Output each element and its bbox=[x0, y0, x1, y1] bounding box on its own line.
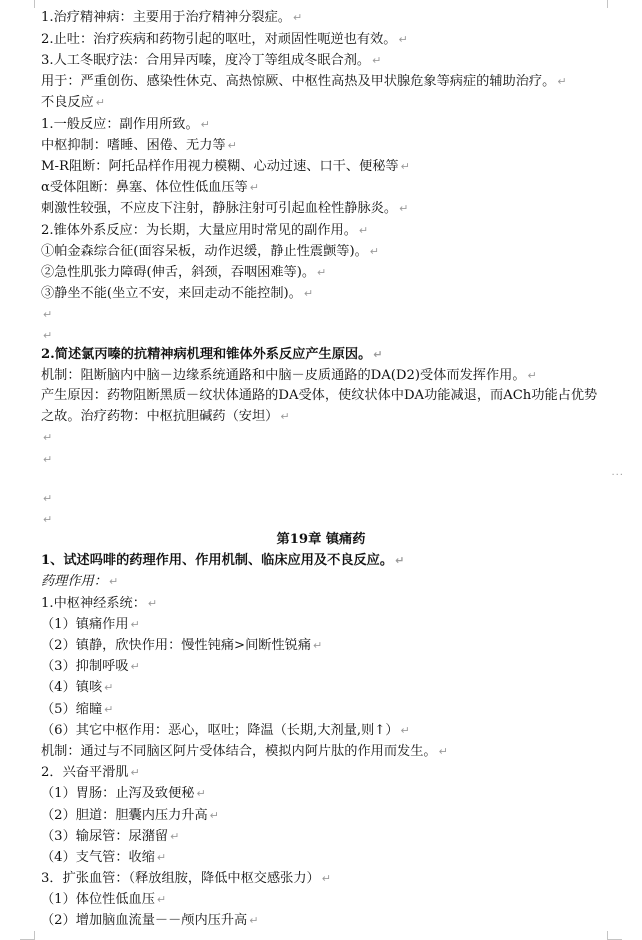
empty-line: ↵ bbox=[43, 492, 53, 505]
text-paragraph: 产生原因：药物阻断黑质－纹状体通路的DA受体，使纹状体中DA功能减退，而ACh功能占优势之故。治疗药物：中枢抗胆碱药（安坦） ↵ bbox=[41, 388, 598, 424]
list-item: （6）其它中枢作用：恶心，呕吐；降温（长期,大剂量,则↑） ↵ bbox=[41, 723, 410, 738]
list-item: （2）胆道：胆囊内压力升高 ↵ bbox=[41, 808, 219, 823]
page-break-marker: ··· bbox=[611, 470, 624, 481]
list-item: （3）抑制呼吸 ↵ bbox=[41, 659, 140, 674]
text-line: 不良反应 ↵ bbox=[41, 95, 105, 110]
text-line: 刺激性较强，不应皮下注射，静脉注射可引起血栓性静脉炎。 ↵ bbox=[41, 201, 409, 216]
list-item: （1）体位性低血压 ↵ bbox=[41, 892, 167, 907]
text-line: 1.中枢神经系统： ↵ bbox=[41, 596, 158, 611]
list-item: （1）镇痛作用 ↵ bbox=[41, 617, 140, 632]
section-label: 药理作用： ↵ bbox=[41, 574, 119, 589]
list-item: （5）缩瞳 ↵ bbox=[41, 702, 114, 717]
text-line: 2.止吐：治疗疾病和药物引起的呕吐，对顽固性呃逆也有效。 ↵ bbox=[41, 32, 408, 47]
list-item: （4）镇咳 ↵ bbox=[41, 680, 114, 695]
text-line: 2．兴奋平滑肌 ↵ bbox=[41, 765, 140, 780]
text-line: 中枢抑制：嗜睡、困倦、无力等 ↵ bbox=[41, 138, 237, 153]
page-corner-mark bbox=[607, 931, 622, 940]
text-line: ②急性肌张力障碍(伸舌，斜颈，吞咽困难等)。 ↵ bbox=[41, 265, 327, 280]
page-corner-mark bbox=[20, 0, 35, 8]
text-line: 3．扩张血管：（释放组胺，降低中枢交感张力） ↵ bbox=[41, 871, 331, 886]
text-line: M-R阻断：阿托品样作用视力模糊、心动过速、口干、便秘等 ↵ bbox=[41, 159, 410, 174]
empty-line: ↵ bbox=[43, 308, 53, 321]
empty-line: ↵ bbox=[43, 453, 53, 466]
page-corner-mark bbox=[20, 931, 35, 940]
text-line: 用于：严重创伤、感染性休克、高热惊厥、中枢性高热及甲状腺危象等病症的辅助治疗。 ↵ bbox=[41, 74, 567, 89]
text-line: 机制：阻断脑内中脑－边缘系统通路和中脑－皮质通路的DA(D2)受体而发挥作用。 ↵ bbox=[41, 368, 537, 383]
list-item: （4）支气管：收缩 ↵ bbox=[41, 850, 167, 865]
empty-line: ↵ bbox=[43, 513, 53, 526]
question-heading: 1、试述吗啡的药理作用、作用机制、临床应用及不良反应。 ↵ bbox=[41, 553, 405, 568]
text-line: ③静坐不能(坐立不安，来回走动不能控制)。 ↵ bbox=[41, 286, 314, 301]
empty-line: ↵ bbox=[43, 329, 53, 342]
list-item: （3）输尿管：尿潴留 ↵ bbox=[41, 829, 180, 844]
chapter-title: 第19章 镇痛药 bbox=[276, 532, 366, 547]
empty-line: ↵ bbox=[43, 431, 53, 444]
question-heading: 2.简述氯丙嗪的抗精神病机理和锥体外系反应产生原因。 ↵ bbox=[41, 347, 383, 362]
text-line: α受体阻断：鼻塞、体位性低血压等 ↵ bbox=[41, 180, 259, 195]
text-line: 机制：通过与不同脑区阿片受体结合，模拟内阿片肽的作用而发生。 ↵ bbox=[41, 744, 448, 759]
page-corner-mark bbox=[607, 0, 622, 8]
list-item: （2）镇静，欣快作用：慢性钝痛>间断性锐痛 ↵ bbox=[41, 638, 323, 653]
text-line: 2.锥体外系反应：为长期，大量应用时常见的副作用。 ↵ bbox=[41, 223, 369, 238]
text-line: ①帕金森综合征(面容呆板，动作迟缓，静止性震颤等)。 ↵ bbox=[41, 244, 380, 259]
list-item: （1）胃肠：止泻及致便秘 ↵ bbox=[41, 786, 206, 801]
text-line: 1.一般反应：副作用所致。 ↵ bbox=[41, 117, 210, 132]
text-line: 3.人工冬眠疗法：合用异丙嗪，度冷丁等组成冬眠合剂。 ↵ bbox=[41, 53, 382, 68]
text-line: 1.治疗精神病：主要用于治疗精神分裂症。 ↵ bbox=[41, 10, 303, 25]
list-item: （2）增加脑血流量－－颅内压升高 ↵ bbox=[41, 913, 259, 928]
